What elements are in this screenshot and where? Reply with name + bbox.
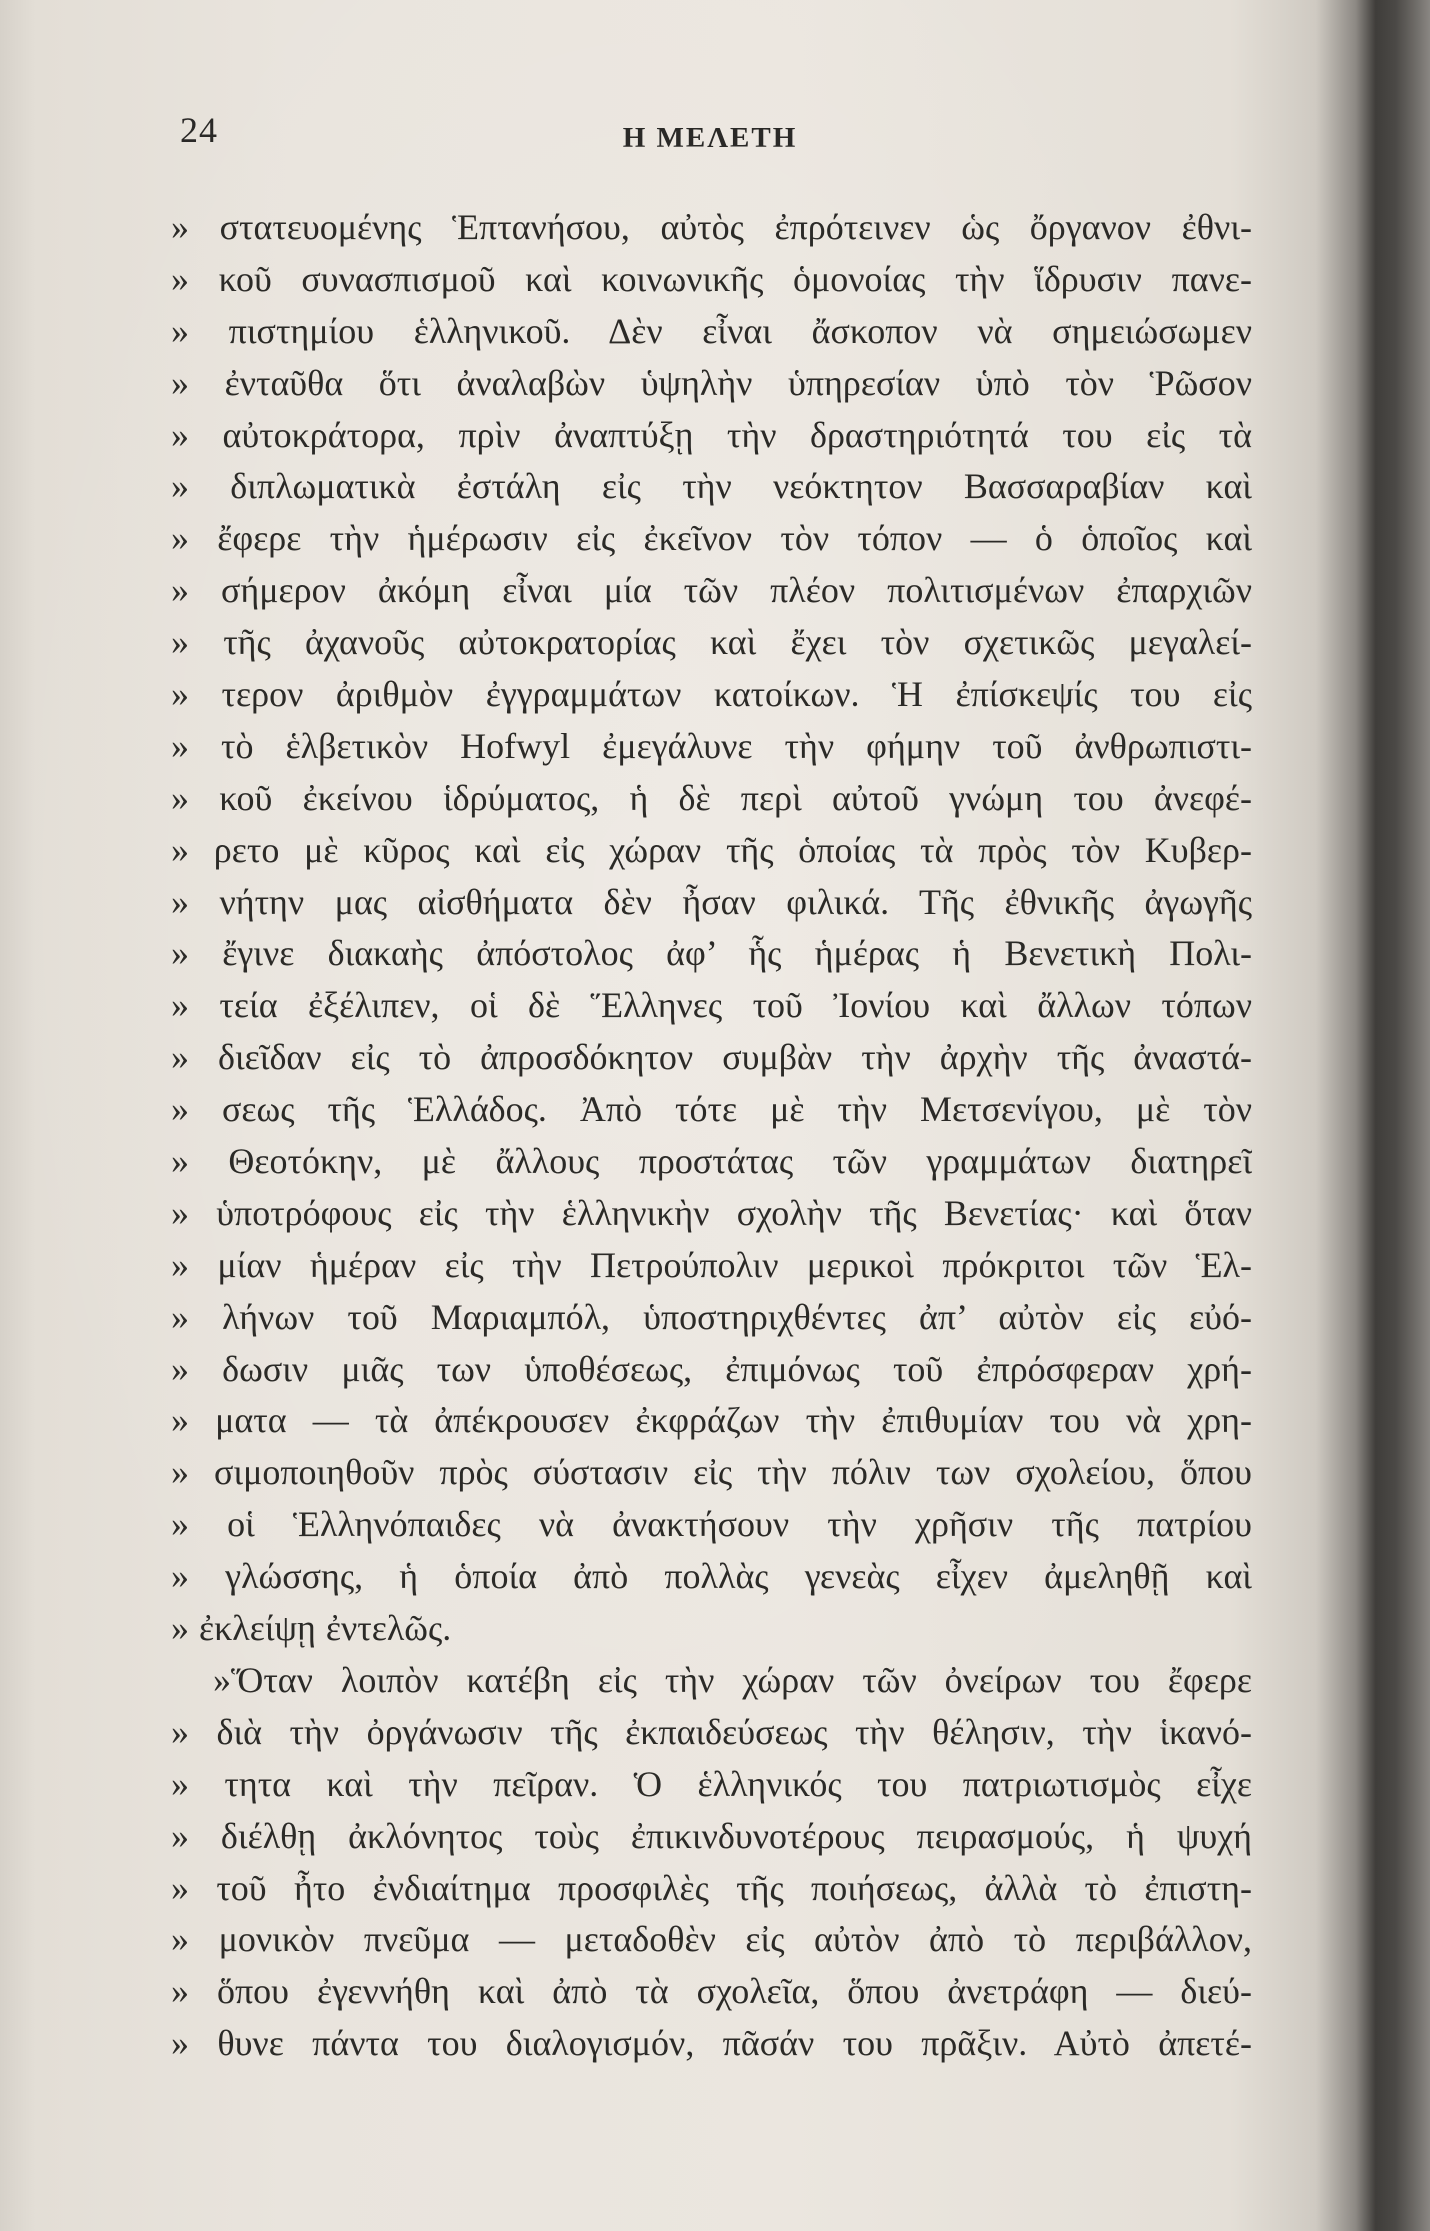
- text-line: » σιμοποιηθοῦν πρὸς σύστασιν εἰς τὴν πόλιν των σχολείου, ὅπου: [171, 1452, 1252, 1493]
- text-line: » αὐτοκράτορα, πρὶν ἀναπτύξῃ τὴν δραστηριότητά του εἰς τὰ: [171, 414, 1252, 455]
- text-line: » τεία ἐξέλιπεν, οἱ δὲ Ἕλληνες τοῦ Ἰονίου καὶ ἄλλων τόπων: [171, 985, 1252, 1026]
- text-line: » θυνε πάντα του διαλογισμόν, πᾶσάν του πρᾶξιν. Αὐτὸ ἀπετέ-: [171, 2023, 1252, 2064]
- text-line: » σήμερον ἀκόμη εἶναι μία τῶν πλέον πολιτισμένων ἐπαρχιῶν: [171, 570, 1252, 611]
- text-line: » ὑποτρόφους εἰς τὴν ἑλληνικὴν σχολὴν τῆς Βενετίας· καὶ ὅταν: [171, 1192, 1252, 1233]
- text-line: » ἐνταῦθα ὅτι ἀναλαβὼν ὑψηλὴν ὑπηρεσίαν ὑπὸ τὸν Ῥῶσον: [171, 362, 1252, 403]
- text-line: » λήνων τοῦ Μαριαμπόλ, ὑποστηριχθέντες ἀπ’ αὐτὸν εἰς εὐό-: [171, 1296, 1252, 1337]
- text-line: » γλώσσης, ἡ ὁποία ἀπὸ πολλὰς γενεὰς εἶχεν ἀμεληθῇ καὶ: [171, 1556, 1252, 1597]
- text-line: » διπλωματικὰ ἐστάλη εἰς τὴν νεόκτητον Βασσαραβίαν καὶ: [171, 466, 1252, 507]
- text-line: » τητα καὶ τὴν πεῖραν. Ὁ ἑλληνικός του πατριωτισμὸς εἶχε: [171, 1763, 1252, 1804]
- page-number: 24: [180, 110, 218, 150]
- text-line: » τοῦ ἦτο ἐνδιαίτημα προσφιλὲς τῆς ποιήσεως, ἀλλὰ τὸ ἐπιστη-: [171, 1867, 1252, 1908]
- text-line: » ρετο μὲ κῦρος καὶ εἰς χώραν τῆς ὁποίας τὰ πρὸς τὸν Κυβερ-: [171, 829, 1252, 870]
- text-line: » ματα — τὰ ἀπέκρουσεν ἐκφράζων τὴν ἐπιθυμίαν του νὰ χρη-: [171, 1400, 1252, 1441]
- text-line: » Θεοτόκην, μὲ ἄλλους προστάτας τῶν γραμμάτων διατηρεῖ: [171, 1141, 1252, 1182]
- text-line: » οἱ Ἑλληνόπαιδες νὰ ἀνακτήσουν τὴν χρῆσιν τῆς πατρίου: [171, 1504, 1252, 1545]
- text-line: » διὰ τὴν ὀργάνωσιν τῆς ἐκπαιδεύσεως τὴν θέλησιν, τὴν ἱκανό-: [171, 1711, 1252, 1752]
- text-line: » μίαν ἡμέραν εἰς τὴν Πετρούπολιν μερικοὶ πρόκριτοι τῶν Ἑλ-: [171, 1244, 1252, 1285]
- paragraph: [171, 202, 1252, 1655]
- text-line: » ἔφερε τὴν ἡμέρωσιν εἰς ἐκεῖνον τὸν τόπον — ὁ ὁποῖος καὶ: [171, 518, 1252, 559]
- paragraph: [171, 1655, 1252, 2070]
- text-line: » νήτην μας αἰσθήματα δὲν ἦσαν φιλικά. Τῆς ἐθνικῆς ἀγωγῆς: [171, 881, 1252, 922]
- text-line: » διεῖδαν εἰς τὸ ἀπροσδόκητον συμβὰν τὴν ἀρχὴν τῆς ἀναστά-: [171, 1037, 1252, 1078]
- text-block: [171, 202, 1252, 2070]
- text-line: » τὸ ἑλβετικὸν Hofwyl ἐμεγάλυνε τὴν φήμην τοῦ ἀνθρωπιστι-: [171, 725, 1252, 766]
- text-line: » διέλθῃ ἀκλόνητος τοὺς ἐπικινδυνοτέρους πειρασμούς, ἡ ψυχή: [171, 1815, 1252, 1856]
- text-line: »Ὅταν λοιπὸν κατέβη εἰς τὴν χώραν τῶν ὀνείρων του ἔφερε: [213, 1659, 1252, 1700]
- text-line: » μονικὸν πνεῦμα — μεταδοθὲν εἰς αὐτὸν ἀπὸ τὸ περιβάλλον,: [171, 1919, 1252, 1960]
- text-line: » στατευομένης Ἑπτανήσου, αὐτὸς ἐπρότεινεν ὡς ὄργανον ἐθνι-: [171, 207, 1252, 247]
- text-line: » ἔγινε διακαὴς ἀπόστολος ἀφ’ ἧς ἡμέρας ἡ Βενετικὴ Πολι-: [171, 933, 1252, 974]
- text-line: » ὅπου ἐγεννήθη καὶ ἀπὸ τὰ σχολεῖα, ὅπου ἀνετράφη — διεύ-: [171, 1971, 1252, 2012]
- text-line: » πιστημίου ἑλληνικοῦ. Δὲν εἶναι ἄσκοπον νὰ σημειώσωμεν: [171, 310, 1252, 351]
- running-head: Η ΜΕΛΕΤΗ: [622, 122, 798, 154]
- text-line: » τῆς ἀχανοῦς αὐτοκρατορίας καὶ ἔχει τὸν σχετικῶς μεγαλεί-: [171, 622, 1252, 663]
- text-line: » τερον ἀριθμὸν ἐγγραμμάτων κατοίκων. Ἡ ἐπίσκεψίς του εἰς: [171, 674, 1252, 715]
- text-line: » κοῦ ἐκείνου ἱδρύματος, ἡ δὲ περὶ αὐτοῦ γνώμη του ἀνεφέ-: [171, 777, 1252, 818]
- text-line: » σεως τῆς Ἑλλάδος. Ἀπὸ τότε μὲ τὴν Μετσενίγου, μὲ τὸν: [171, 1089, 1252, 1130]
- text-line: » ἐκλείψῃ ἐντελῶς.: [171, 1608, 452, 1649]
- text-line: » κοῦ συνασπισμοῦ καὶ κοινωνικῆς ὁμονοίας τὴν ἵδρυσιν πανε-: [171, 258, 1252, 299]
- text-line: » δωσιν μιᾶς των ὑποθέσεως, ἐπιμόνως τοῦ ἐπρόσφεραν χρή-: [171, 1348, 1252, 1389]
